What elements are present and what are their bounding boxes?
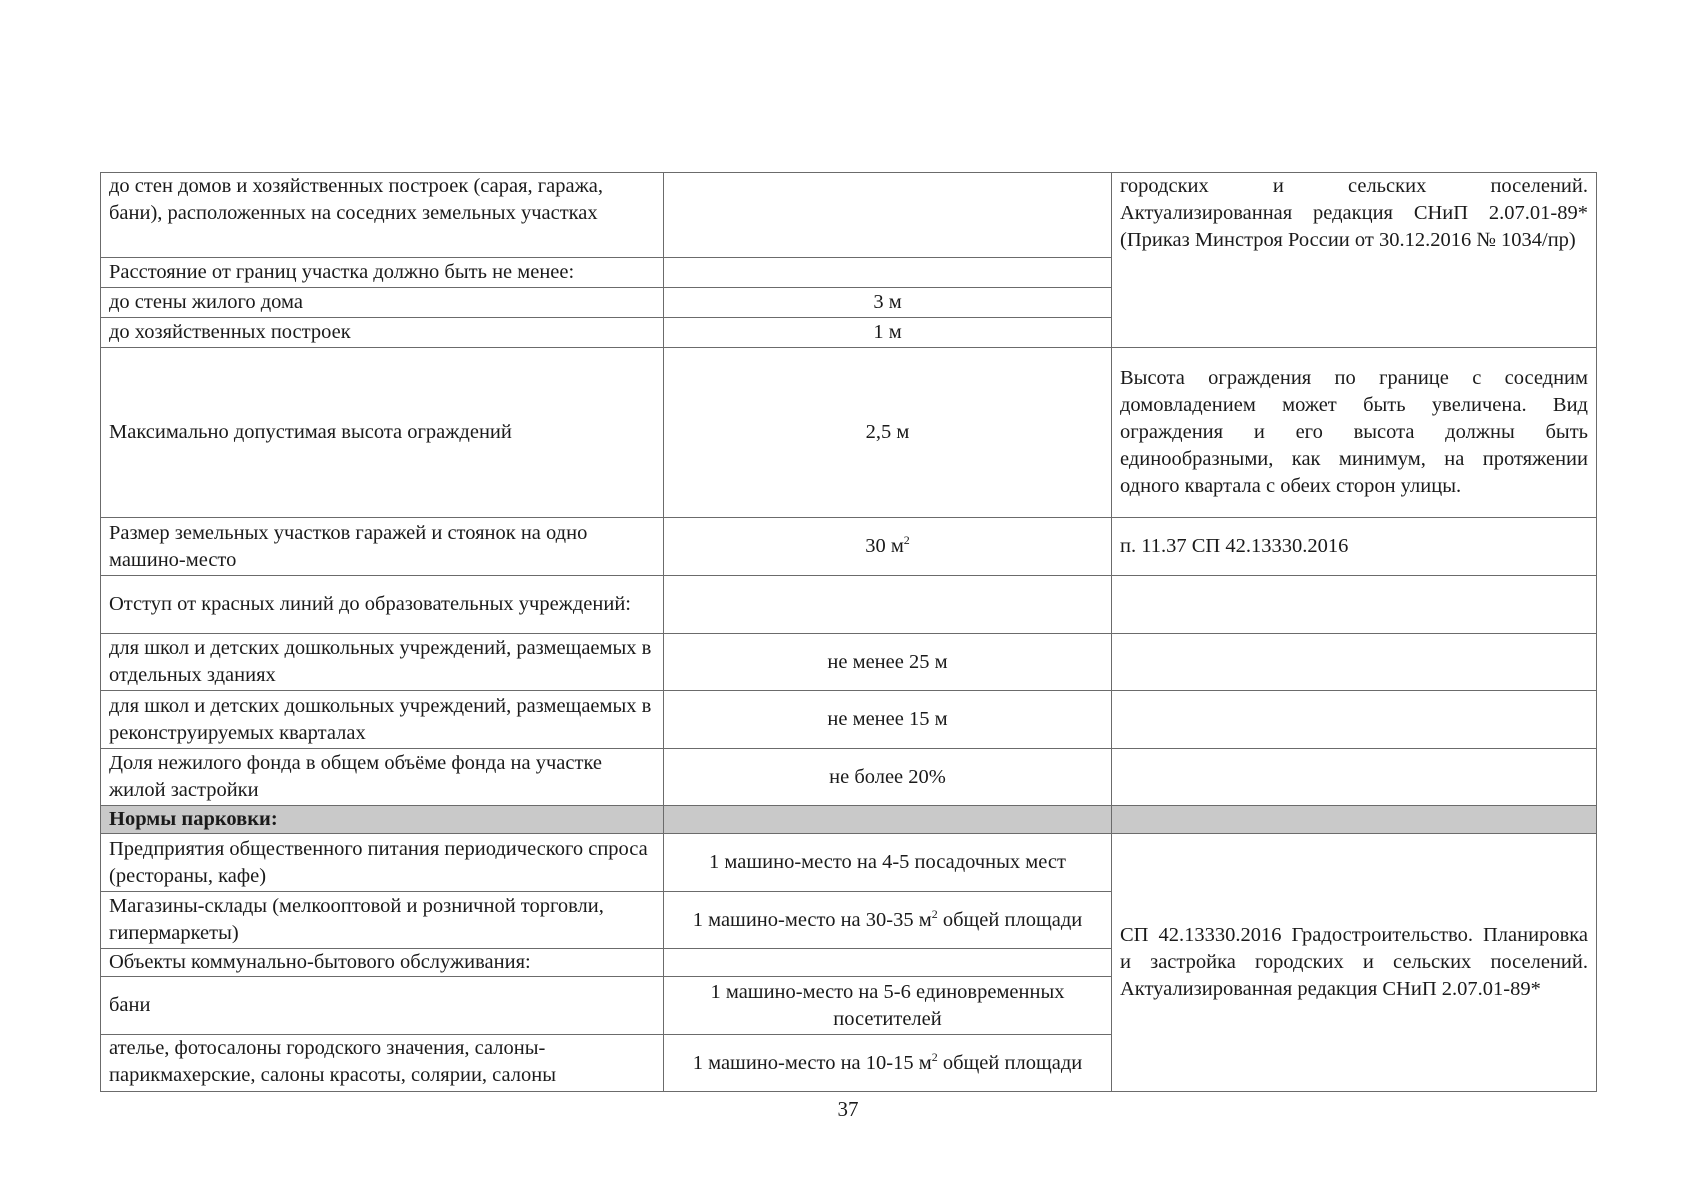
row-name-cell: Магазины-склады (мелкооптовой и розничной торговли, гипермаркеты) [101, 892, 664, 949]
row-name-cell: до хозяйственных построек [101, 318, 664, 348]
table-row [101, 348, 1597, 518]
section-empty-cell [1112, 806, 1597, 834]
row-ref-cell: п. 11.37 СП 42.13330.2016 [1112, 518, 1597, 576]
row-value-cell: 1 м [664, 318, 1112, 348]
row-name-cell: Размер земельных участков гаражей и стоянок на одно машино-место [101, 518, 664, 576]
row-ref-cell: СП 42.13330.2016 Градостроительство. Планировка и застройка городских и сельских поселений. Актуализированная редакция СНиП 2.07.01-89* [1112, 834, 1597, 1092]
row-value-cell [664, 173, 1112, 258]
row-value-cell [664, 576, 1112, 634]
row-name-cell: до стены жилого дома [101, 288, 664, 318]
area-unit-superscript: 2 [931, 1049, 938, 1064]
row-ref-cell [1112, 691, 1597, 749]
section-empty-cell [664, 806, 1112, 834]
row-ref-cell [1112, 749, 1597, 806]
row-name-cell: Максимально допустимая высота ограждений [101, 348, 664, 518]
table-row [101, 834, 1597, 892]
table-row [101, 691, 1597, 749]
row-name-cell: для школ и детских дошкольных учреждений, размещаемых в реконструируемых кварталах [101, 691, 664, 749]
row-name-cell: Отступ от красных линий до образовательных учреждений: [101, 576, 664, 634]
row-value-cell: 3 м [664, 288, 1112, 318]
row-value-cell [664, 518, 1112, 576]
row-name-cell: бани [101, 977, 664, 1035]
row-name-cell: Расстояние от границ участка должно быть не менее: [101, 258, 664, 288]
row-value-cell [664, 892, 1112, 949]
parking-rate-text-end: общей площади [937, 908, 1083, 931]
row-ref-cell [1112, 576, 1597, 634]
section-header-row [101, 806, 1597, 834]
area-unit-superscript: 2 [931, 906, 938, 921]
row-name-cell: ателье, фотосалоны городского значения, салоны-парикмахерские, салоны красоты, солярии, салоны [101, 1035, 664, 1092]
row-value-cell: 1 машино-место на 4-5 посадочных мест [664, 834, 1112, 892]
row-name-cell: Предприятия общественного питания периодического спроса (рестораны, кафе) [101, 834, 664, 892]
section-title: Нормы парковки: [101, 806, 664, 834]
row-ref-cell [1112, 634, 1597, 691]
parking-rate-text-end: общей площади [937, 1051, 1083, 1074]
table-row [101, 576, 1597, 634]
row-name-cell: Доля нежилого фонда в общем объёме фонда на участке жилой застройки [101, 749, 664, 806]
table-row [101, 749, 1597, 806]
norms-table [100, 172, 1597, 1092]
page-number: 37 [837, 1097, 859, 1121]
row-value-cell [664, 1035, 1112, 1092]
area-unit-superscript: 2 [903, 533, 910, 547]
row-ref-cell: городских и сельских поселений. Актуализированная редакция СНиП 2.07.01-89* (Приказ Минстроя России от 30.12.2016 № 1034/пр) [1112, 173, 1597, 348]
row-value-cell: не менее 25 м [664, 634, 1112, 691]
row-value-cell: не более 20% [664, 749, 1112, 806]
parking-rate-text: 1 машино-место на 30-35 м [692, 908, 932, 931]
row-ref-cell: Высота ограждения по границе с соседним домовладением может быть увеличена. Вид ограждения и его высота должны быть единообразными, как минимум, на протяжении одного квартала с обеих сторон улицы. [1112, 348, 1597, 518]
row-value-cell [664, 949, 1112, 977]
row-name-cell: для школ и детских дошкольных учреждений, размещаемых в отдельных зданиях [101, 634, 664, 691]
row-value-cell: 1 машино-место на 5-6 единовременных посетителей [664, 977, 1112, 1035]
area-value: 30 м [865, 535, 904, 557]
table-row [101, 634, 1597, 691]
row-value-cell: не менее 15 м [664, 691, 1112, 749]
row-value-cell: 2,5 м [664, 348, 1112, 518]
table-row [101, 173, 1597, 258]
table-row [101, 518, 1597, 576]
row-value-cell [664, 258, 1112, 288]
row-name-cell: Объекты коммунально-бытового обслуживания: [101, 949, 664, 977]
row-name-cell: до стен домов и хозяйственных построек (сарая, гаража, бани), расположенных на соседних земельных участках [101, 173, 664, 258]
parking-rate-text: 1 машино-место на 10-15 м [692, 1051, 932, 1074]
